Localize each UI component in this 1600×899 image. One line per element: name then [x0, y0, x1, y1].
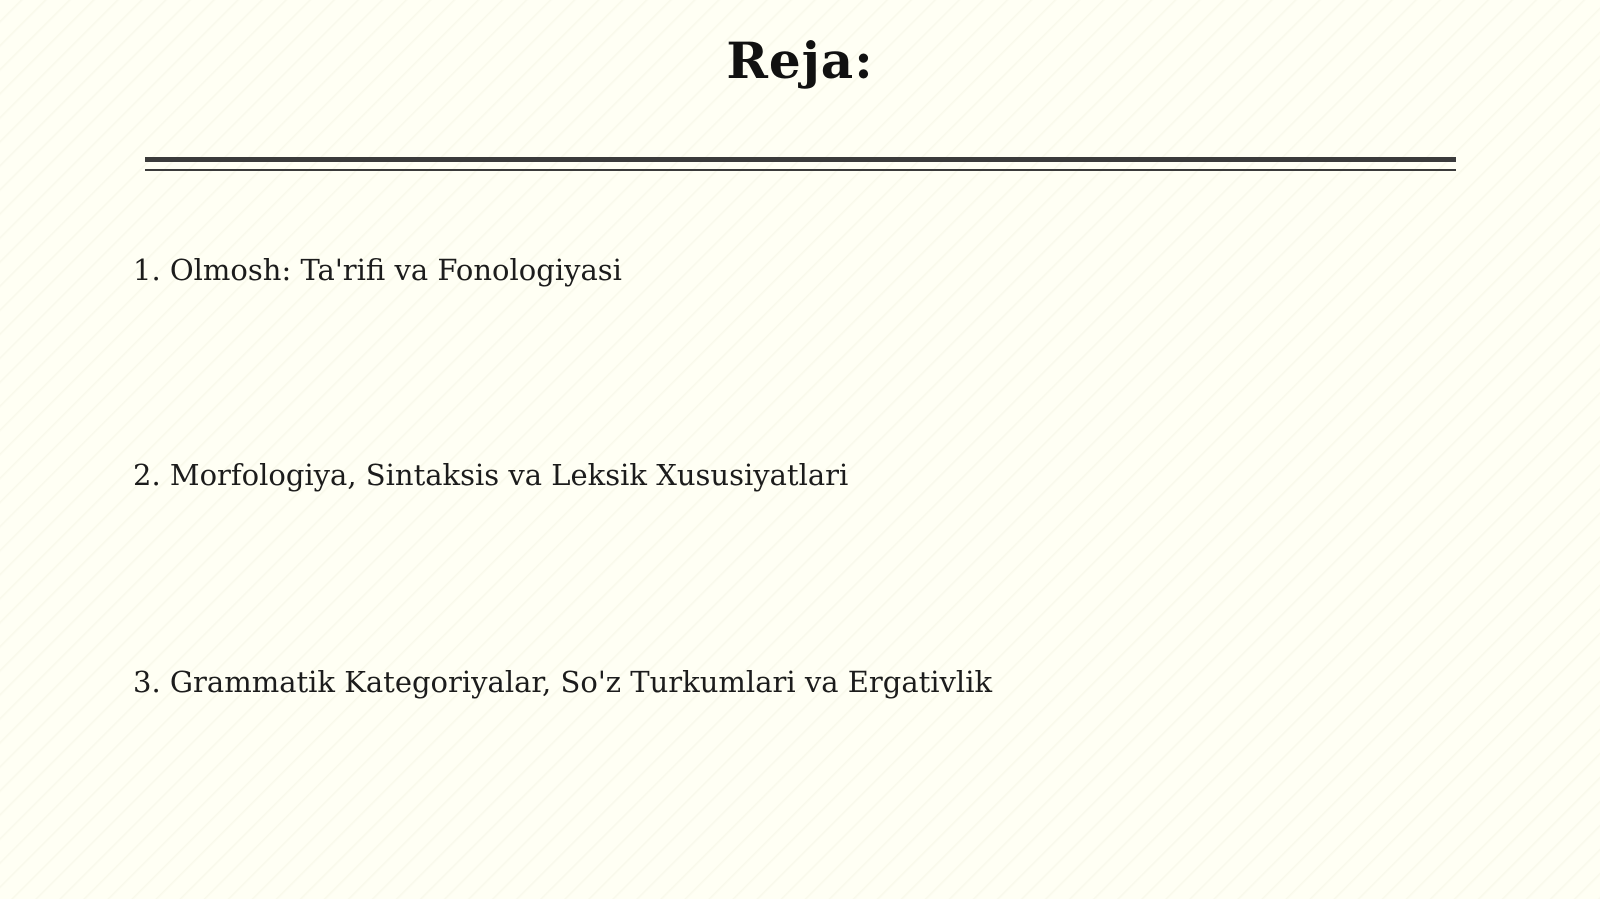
title-divider-thick: [145, 157, 1456, 162]
plan-item-3: 3. Grammatik Kategoriyalar, So'z Turkumlari va Ergativlik: [133, 665, 993, 699]
plan-item-2: 2. Morfologiya, Sintaksis va Leksik Xususiyatlari: [133, 458, 849, 492]
plan-item-1: 1. Olmosh: Ta'rifi va Fonologiyasi: [133, 253, 622, 287]
title-divider-thin: [145, 169, 1456, 171]
slide-title: Reja:: [726, 31, 874, 90]
